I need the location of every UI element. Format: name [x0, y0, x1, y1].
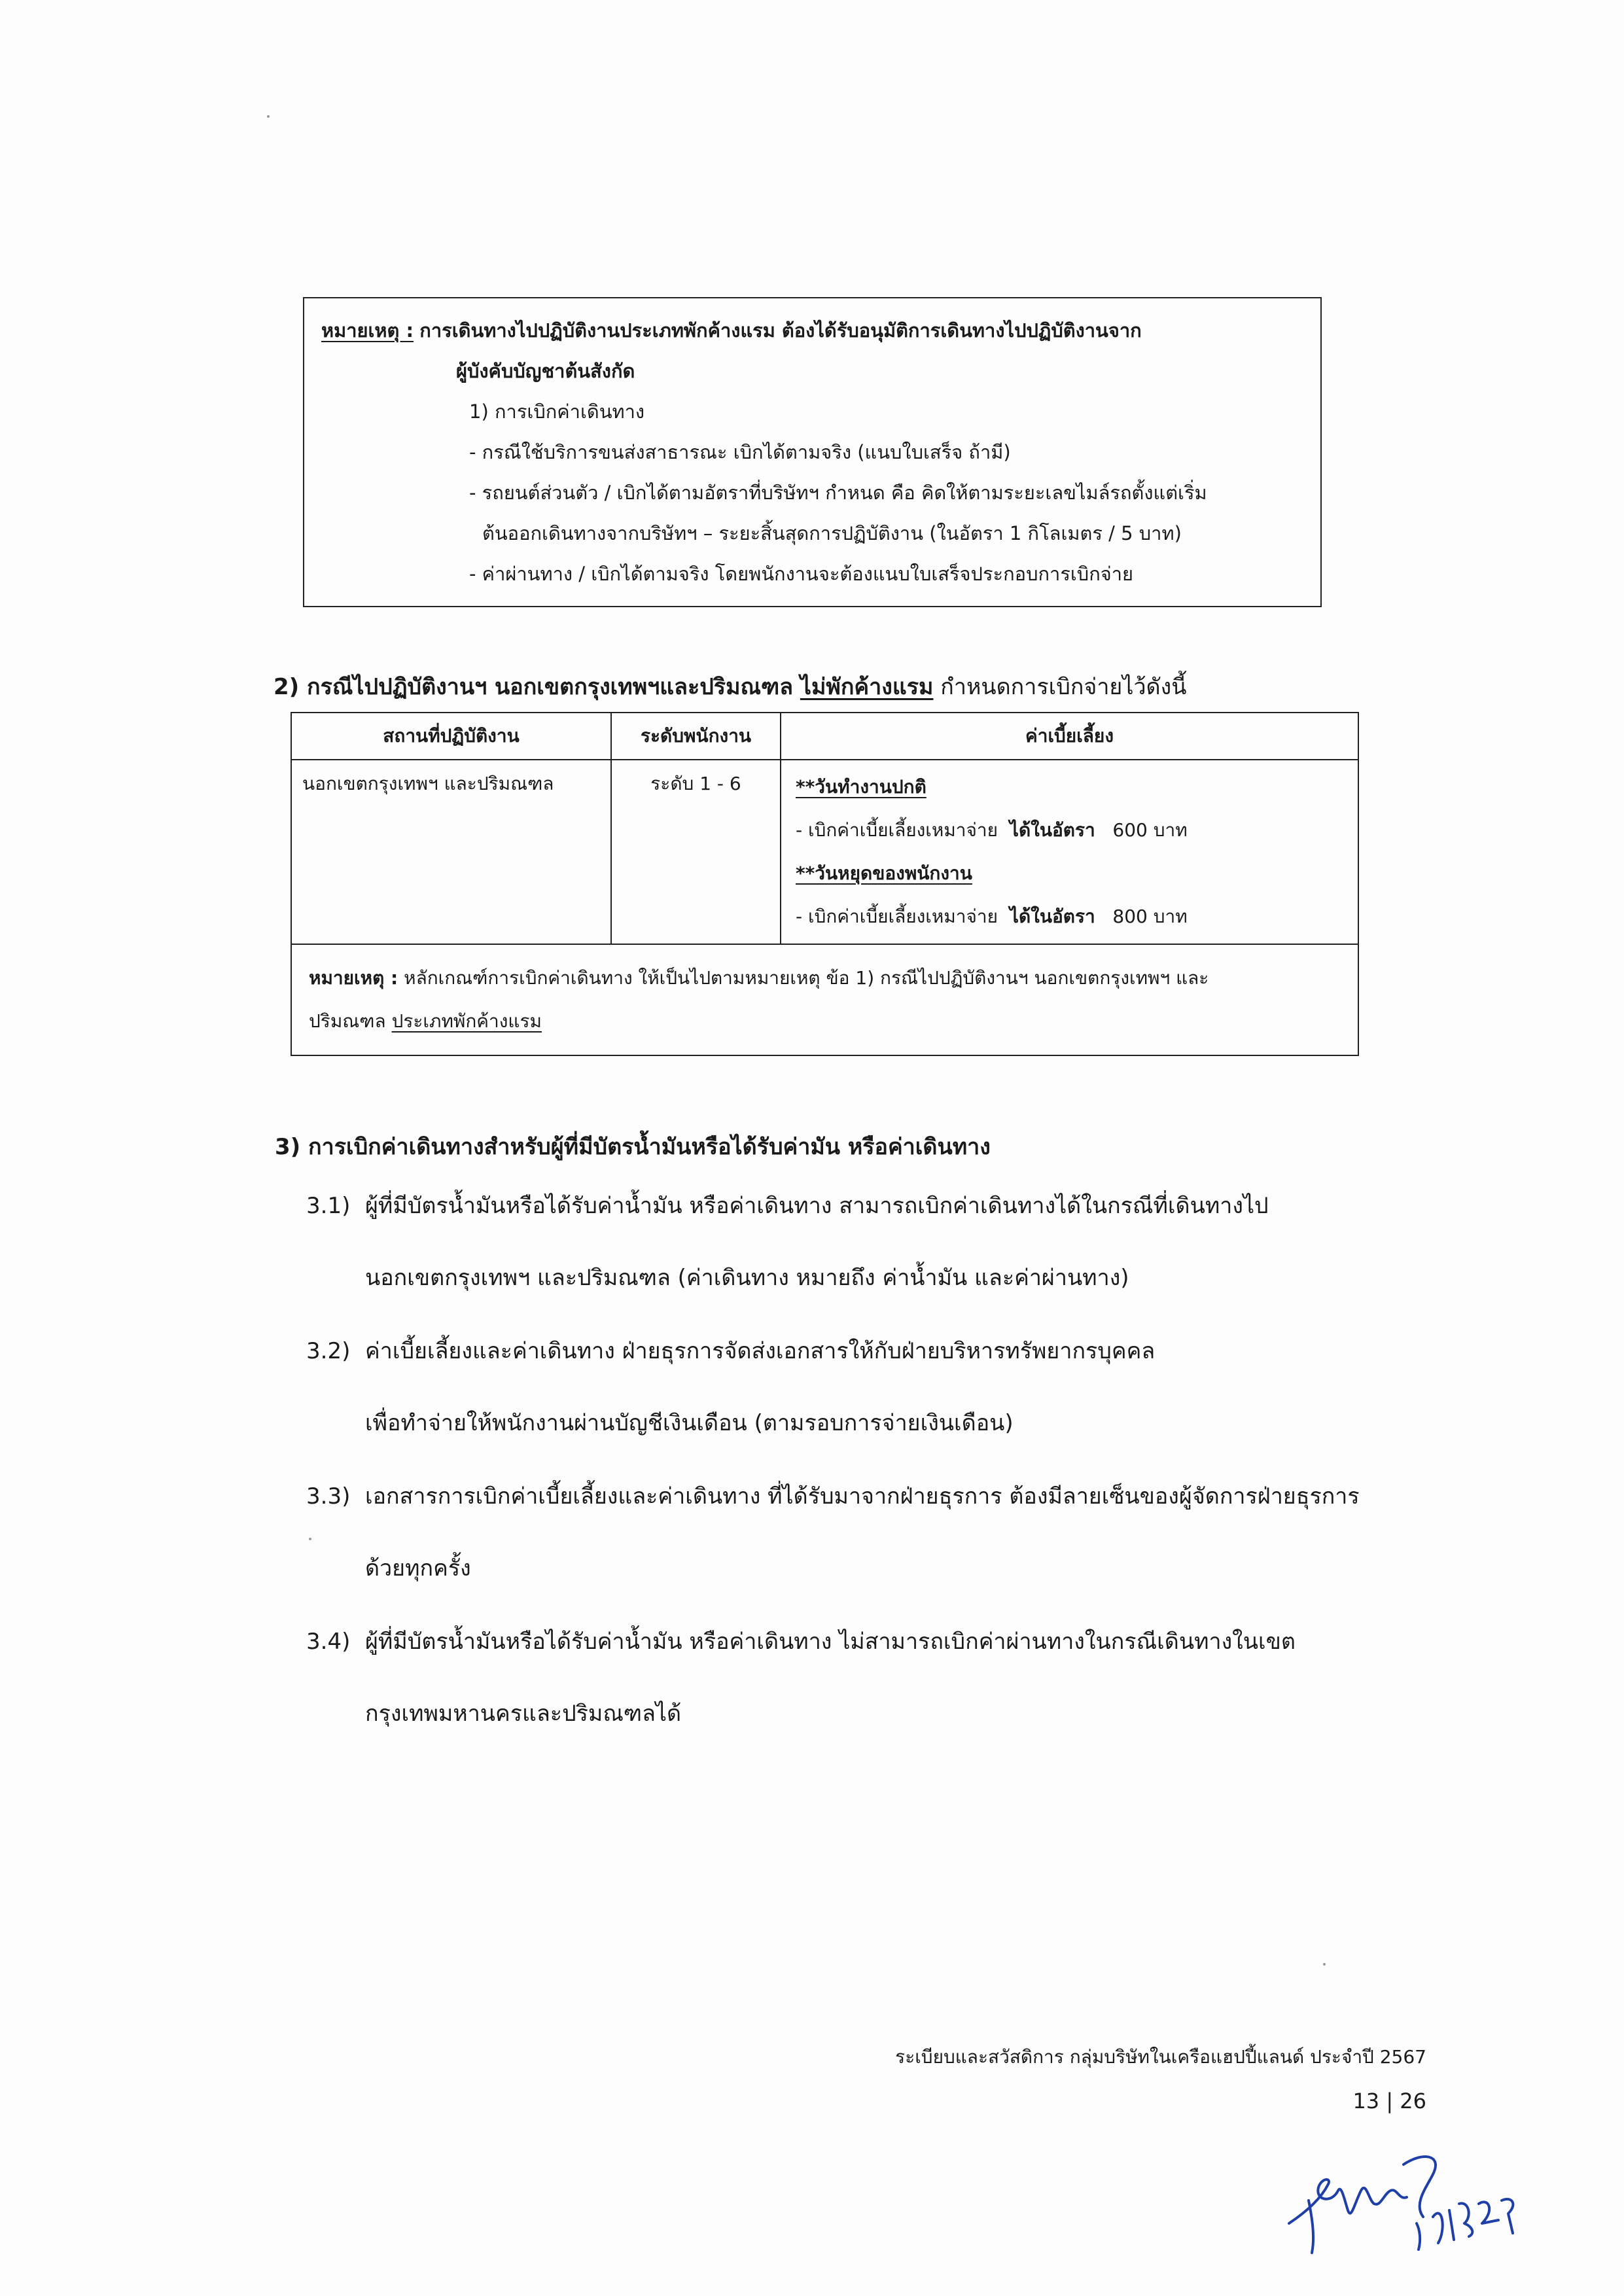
signature-stroke: [1417, 2223, 1420, 2250]
footer-title: ระเบียบและสวัสดิการ กลุ่มบริษัทในเครือแฮปปี้แลนด์ ประจำปี 2567: [895, 2046, 1426, 2068]
signature-stroke: [1479, 2202, 1498, 2223]
holiday-line: [796, 895, 1345, 938]
item-line-2: เพื่อทำจ่ายให้พนักงานผ่านบัญชีเงินเดือน (ตามรอบการจ่ายเงินเดือน): [365, 1410, 1014, 1436]
holiday-text: - เบิกค่าเบี้ยเลี้ยงเหมาจ่าย: [796, 906, 998, 927]
list-item: [306, 1478, 1360, 1585]
normal-day-label: **วันทำงานปกติ: [796, 776, 927, 798]
list-item: [306, 1188, 1269, 1295]
table-note-text-2: ปริมณฑล: [309, 1010, 386, 1032]
normal-day-amount: 600 บาท: [1112, 819, 1188, 841]
per-diem-table: [291, 712, 1359, 1056]
signature-stroke: [1403, 2157, 1436, 2217]
item-number: 3.3): [306, 1483, 351, 1510]
table-note-line-2: [309, 1000, 1347, 1043]
note-bullet-public-transport: - กรณีใช้บริการขนส่งสาธารณะ เบิกได้ตามจริง (แนบใบเสร็จ ถ้ามี): [469, 441, 1011, 463]
list-item: [306, 1333, 1155, 1440]
table-note-text: หลักเกณฑ์การเบิกค่าเดินทาง ให้เป็นไปตามหมายเหตุ ข้อ 1) กรณีไปปฏิบัติงานฯ นอกเขตกรุงเทพฯ และ: [404, 967, 1209, 989]
cell-allowance: [781, 760, 1358, 944]
item-number: 3.1): [306, 1193, 351, 1219]
table-note-row: [291, 944, 1358, 1055]
item-number: 3.4): [306, 1629, 351, 1655]
signature-stroke: [1289, 2180, 1407, 2223]
scan-speck: [309, 1538, 311, 1540]
scan-speck: [1323, 1963, 1326, 1966]
note-line-1: [321, 310, 1303, 351]
item-line-1: ผู้ที่มีบัตรน้ำมันหรือได้รับค่าน้ำมัน หรือค่าเดินทาง สามารถเบิกค่าเดินทางได้ในกรณีที่เดินทางไป: [365, 1193, 1269, 1219]
note-label: หมายเหตุ :: [321, 319, 414, 342]
list-item: [306, 1623, 1296, 1731]
item-line-2: กรุงเทพมหานครและปริมณฑลได้: [365, 1701, 682, 1727]
item-line-1: ค่าเบี้ยเลี้ยงและค่าเดินทาง ฝ่ายธุรการจัดส่งเอกสารให้กับฝ่ายบริหารทรัพยากรบุคคล: [365, 1338, 1156, 1364]
holiday-amount: 800 บาท: [1112, 906, 1188, 927]
note-line-2: ผู้บังคับบัญชาต้นสังกัด: [456, 360, 635, 382]
note-bullet-private-car: - รถยนต์ส่วนตัว / เบิกได้ตามอัตราที่บริษัทฯ กำหนด คือ คิดให้ตามระยะเลขไมล์รถตั้งแต่เริ่ม: [469, 482, 1207, 504]
page-number: 13 | 26: [1352, 2089, 1426, 2113]
signature-stroke: [1449, 2210, 1454, 2240]
signature-stroke: [1459, 2203, 1472, 2236]
table-note-label: หมายเหตุ :: [309, 967, 398, 989]
table-note-line-1: [309, 957, 1347, 1000]
table-row: [291, 760, 1358, 944]
header-location: สถานที่ปฏิบัติงาน: [291, 713, 611, 760]
note-bullet-toll: - ค่าผ่านทาง / เบิกได้ตามจริง โดยพนักงานจะต้องแนบใบเสร็จประกอบการเบิกจ่าย: [469, 563, 1134, 585]
normal-day-line: [796, 809, 1345, 852]
signature-stroke: [1433, 2214, 1443, 2243]
handwritten-signature: [1282, 2138, 1531, 2263]
cell-location: นอกเขตกรุงเทพฯ และปริมณฑล: [291, 760, 611, 944]
travel-overnight-note-box: [303, 297, 1322, 607]
item-line-2: นอกเขตกรุงเทพฯ และปริมณฑล (ค่าเดินทาง หมายถึง ค่าน้ำมัน และค่าผ่านทาง): [365, 1265, 1129, 1291]
section-2-heading-text: 2) กรณีไปปฏิบัติงานฯ นอกเขตกรุงเทพฯและปริมณฑล: [274, 674, 794, 700]
item-line-2: ด้วยทุกครั้ง: [365, 1555, 471, 1581]
section-2-heading-tail: กำหนดการเบิกจ่ายไว้ดังนี้: [940, 674, 1187, 700]
table-note-underlined: ประเภทพักค้างแรม: [391, 1010, 542, 1032]
header-level: ระดับพนักงาน: [611, 713, 781, 760]
holiday-rate-label: ได้ในอัตรา: [1009, 906, 1095, 927]
cell-level: ระดับ 1 - 6: [611, 760, 781, 944]
item-line-1: เอกสารการเบิกค่าเบี้ยเลี้ยงและค่าเดินทาง ที่ได้รับมาจากฝ่ายธุรการ ต้องมีลายเซ็นของผู้จัดการฝ่ายธุรการ: [365, 1483, 1360, 1510]
note-line-1-text: การเดินทางไปปฏิบัติงานประเภทพักค้างแรม ต้องได้รับอนุมัติการเดินทางไปปฏิบัติงานจาก: [419, 319, 1142, 342]
section-3-heading: 3) การเบิกค่าเดินทางสำหรับผู้ที่มีบัตรน้ำมันหรือได้รับค่ามัน หรือค่าเดินทาง: [275, 1134, 991, 1160]
header-allowance: ค่าเบี้ยเลี้ยง: [781, 713, 1358, 760]
item-number: 3.2): [306, 1338, 351, 1364]
normal-day-rate-label: ได้ในอัตรา: [1009, 819, 1095, 841]
table-header-row: [291, 713, 1358, 760]
normal-day-text: - เบิกค่าเบี้ยเลี้ยงเหมาจ่าย: [796, 819, 998, 841]
item-line-1: ผู้ที่มีบัตรน้ำมันหรือได้รับค่าน้ำมัน หรือค่าเดินทาง ไม่สามารถเบิกค่าผ่านทางในกรณีเดินทางในเขต: [365, 1629, 1296, 1655]
section-3: [275, 1129, 1360, 1727]
section-2-heading: [274, 669, 1186, 704]
holiday-label: **วันหยุดของพนักงาน: [796, 862, 972, 884]
signature-strokes: [1289, 2157, 1513, 2253]
note-bullet-private-car-cont: ต้นออกเดินทางจากบริษัทฯ – ระยะสิ้นสุดการปฏิบัติงาน (ในอัตรา 1 กิโลเมตร / 5 บาท): [482, 522, 1182, 544]
scan-speck: [267, 115, 270, 118]
table-note-cell: [291, 944, 1358, 1055]
section-2-heading-underlined: ไม่พักค้างแรม: [800, 674, 934, 700]
signature-stroke: [1502, 2199, 1513, 2233]
signature-stroke: [1309, 2200, 1313, 2253]
note-subheading: 1) การเบิกค่าเดินทาง: [469, 400, 645, 423]
